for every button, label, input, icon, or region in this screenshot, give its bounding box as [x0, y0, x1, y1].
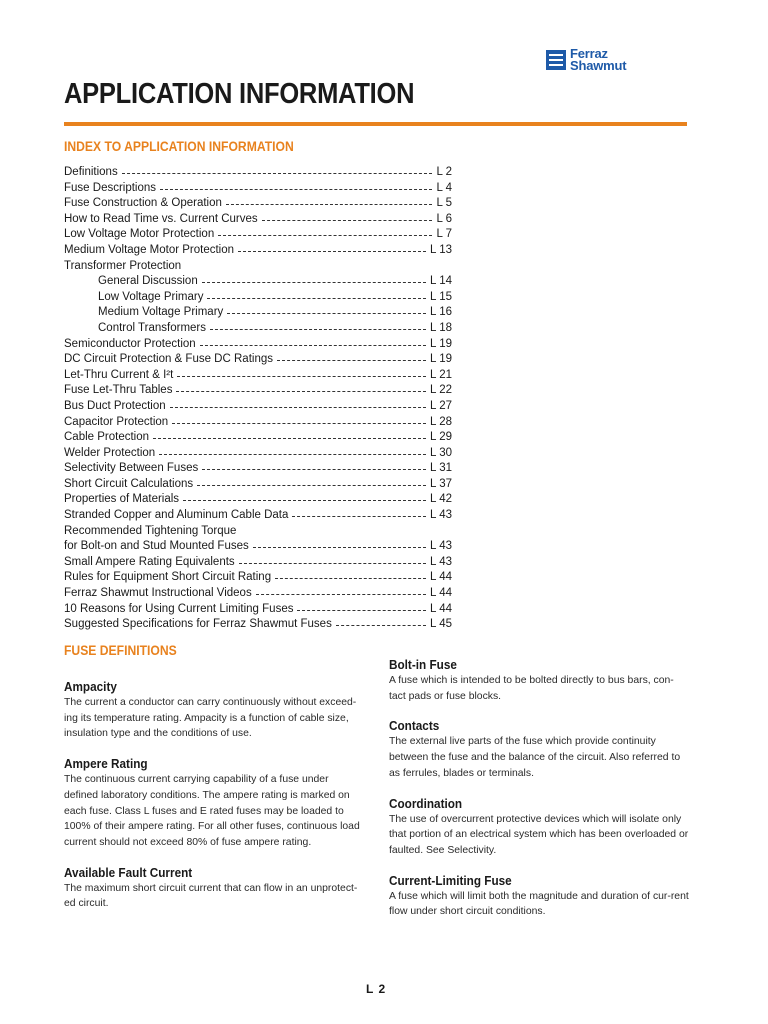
index-entry-page: L 44	[430, 602, 452, 615]
index-entry	[64, 461, 452, 477]
index-entry	[64, 290, 452, 306]
definition-term: Coordination	[389, 796, 463, 811]
index-entry	[64, 446, 452, 462]
index-entry	[64, 368, 452, 384]
index-entry-page: L 18	[430, 321, 452, 334]
index-entry	[64, 477, 452, 493]
index-entry-label: Stranded Copper and Aluminum Cable Data	[64, 509, 289, 522]
dot-leader	[176, 391, 426, 392]
index-entry-page: L 45	[430, 618, 452, 631]
logo-wordmark	[570, 48, 626, 72]
index-entry-page: L 44	[430, 587, 452, 600]
index-entry-page: L 31	[430, 462, 452, 475]
definition-text: The maximum short circuit current that can flow in an unprotect-ed circuit.	[64, 882, 358, 910]
dot-leader	[277, 360, 426, 361]
title-divider	[64, 122, 687, 126]
definition-text: The external live parts of the fuse which provide continuity between the fuse and the balance of the circuit. Also referred to as ferrules, blades or terminals.	[389, 736, 681, 779]
dot-leader	[256, 594, 426, 595]
index-entry-label: Fuse Descriptions	[64, 181, 157, 194]
definition-text: A fuse which will limit both the magnitude and duration of cur-rent flow under short circuit conditions.	[389, 890, 689, 918]
index-entry	[64, 555, 452, 571]
definitions-left-column	[64, 680, 364, 927]
index-entry	[64, 227, 452, 243]
index-entry-label: Capacitor Protection	[64, 415, 169, 428]
index-entry-label: Semiconductor Protection	[64, 337, 196, 350]
definition-item	[389, 719, 689, 781]
index-entry-label: Selectivity Between Fuses	[64, 462, 199, 475]
index-entry	[64, 196, 452, 212]
index-entry	[64, 524, 452, 540]
index-entry-label: Low Voltage Motor Protection	[64, 228, 215, 241]
index-entry	[64, 586, 452, 602]
definition-text: The continuous current carrying capability of a fuse under defined laboratory conditions. The ampere rating is marked on each fuse. Class L fuses and E rated fuses may be loaded to 100% of their ampere rating. For all other fuses, continuous load current should not exceed 80% of fuse ampere rating.	[64, 774, 360, 848]
index-entry-page: L 37	[430, 477, 452, 490]
dot-leader	[227, 313, 426, 314]
index-entry-page: L 42	[430, 493, 452, 506]
dot-leader	[253, 547, 426, 548]
definition-term: Available Fault Current	[64, 865, 193, 880]
index-entry-label: 10 Reasons for Using Current Limiting Fuses	[64, 602, 294, 615]
dot-leader	[210, 329, 426, 330]
index-entry-page: L 6	[436, 212, 452, 225]
dot-leader	[197, 485, 426, 486]
dot-leader	[159, 454, 426, 455]
index-entry-label: Suggested Specifications for Ferraz Shawmut Fuses	[64, 618, 332, 631]
index-entry-page: L 43	[430, 540, 452, 553]
index-entry-page: L 14	[430, 275, 452, 288]
index-entry-label: Fuse Let-Thru Tables	[64, 384, 173, 397]
dot-leader	[177, 376, 426, 377]
index-entry	[64, 181, 452, 197]
definition-term: Ampacity	[64, 680, 117, 694]
index-entry	[64, 383, 452, 399]
index-list	[64, 165, 452, 633]
page-title: APPLICATION INFORMATION	[64, 78, 415, 110]
index-entry-label: Let-Thru Current & I²t	[64, 368, 174, 381]
index-entry-page: L 27	[430, 399, 452, 412]
definition-item	[389, 874, 689, 920]
dot-leader	[275, 578, 426, 579]
index-entry-page: L 5	[436, 197, 452, 210]
dot-leader	[239, 563, 426, 564]
definition-text: The current a conductor can carry continuously without exceed-ing its temperature rating. Ampacity is a function of cable size, insulation type and the conditions of use.	[64, 697, 357, 740]
index-entry-page: L 30	[430, 446, 452, 459]
logo-line-1: Ferraz	[570, 46, 608, 61]
index-entry	[64, 165, 452, 181]
index-entry	[64, 337, 452, 353]
index-entry-label: for Bolt-on and Stud Mounted Fuses	[64, 540, 249, 553]
dot-leader	[160, 189, 432, 190]
index-entry	[64, 352, 452, 368]
ferraz-shawmut-logo-icon	[546, 50, 566, 70]
index-entry-label: Medium Voltage Motor Protection	[64, 243, 235, 256]
definition-item	[389, 658, 689, 704]
index-entry-label: Cable Protection	[64, 431, 150, 444]
index-entry-label: Low Voltage Primary	[98, 290, 204, 303]
dot-leader	[238, 251, 426, 252]
dot-leader	[202, 282, 426, 283]
definitions-heading: FUSE DEFINITIONS	[64, 643, 177, 658]
index-entry-page: L 4	[436, 181, 452, 194]
index-entry-page: L 13	[430, 243, 452, 256]
dot-leader	[226, 204, 432, 205]
definition-term: Current-Limiting Fuse	[389, 873, 512, 888]
dot-leader	[218, 235, 432, 236]
index-entry-page: L 16	[430, 306, 452, 319]
index-entry-page: L 15	[430, 290, 452, 303]
dot-leader	[122, 173, 432, 174]
dot-leader	[153, 438, 426, 439]
definition-item	[64, 680, 364, 742]
index-entry-label: Properties of Materials	[64, 493, 180, 506]
page-number: L 2	[366, 982, 387, 996]
index-entry	[64, 259, 452, 275]
dot-leader	[202, 469, 426, 470]
index-heading: INDEX TO APPLICATION INFORMATION	[64, 139, 294, 154]
dot-leader	[172, 423, 426, 424]
definition-item	[64, 757, 364, 851]
index-entry-label: Short Circuit Calculations	[64, 477, 194, 490]
index-entry-label: Welder Protection	[64, 446, 156, 459]
index-entry	[64, 243, 452, 259]
definition-term: Bolt-in Fuse	[389, 658, 457, 672]
index-entry-page: L 22	[430, 384, 452, 397]
index-entry-page: L 19	[430, 353, 452, 366]
index-entry	[64, 617, 452, 633]
definition-item	[389, 797, 689, 859]
logo-line-2: Shawmut	[570, 58, 627, 73]
index-entry	[64, 539, 452, 555]
dot-leader	[292, 516, 426, 517]
index-entry-page: L 44	[430, 571, 452, 584]
definition-item	[64, 866, 364, 912]
definition-term: Contacts	[389, 719, 440, 734]
dot-leader	[336, 625, 426, 626]
index-entry-label: General Discussion	[98, 275, 198, 288]
index-entry-label: Definitions	[64, 166, 118, 178]
index-entry-label: Recommended Tightening Torque	[64, 524, 237, 537]
index-entry-label: DC Circuit Protection & Fuse DC Ratings	[64, 353, 273, 366]
index-entry	[64, 274, 452, 290]
definition-term: Ampere Rating	[64, 757, 148, 772]
index-entry-label: Fuse Construction & Operation	[64, 197, 222, 210]
dot-leader	[262, 220, 432, 221]
dot-leader	[297, 610, 426, 611]
index-entry	[64, 415, 452, 431]
index-entry	[64, 570, 452, 586]
index-entry	[64, 321, 452, 337]
index-entry-page: L 43	[430, 509, 452, 522]
dot-leader	[183, 500, 426, 501]
index-entry-label: How to Read Time vs. Current Curves	[64, 212, 258, 225]
definition-text: The use of overcurrent protective devices which will isolate only that portion of an electrical system which has been overloaded or faulted. See Selectivity.	[389, 813, 689, 856]
index-entry-page: L 28	[430, 415, 452, 428]
index-entry	[64, 399, 452, 415]
index-entry-label: Bus Duct Protection	[64, 399, 166, 412]
definitions-right-column	[389, 658, 689, 935]
index-entry-label: Medium Voltage Primary	[98, 306, 224, 319]
index-entry-label: Rules for Equipment Short Circuit Rating	[64, 571, 272, 584]
index-entry	[64, 305, 452, 321]
index-entry-label: Transformer Protection	[64, 259, 182, 272]
company-logo	[546, 48, 686, 74]
index-entry-label: Control Transformers	[98, 321, 207, 334]
index-entry-page: L 29	[430, 431, 452, 444]
definition-text: A fuse which is intended to be bolted directly to bus bars, con-tact pads or fuse blocks.	[389, 675, 674, 702]
index-entry-page: L 7	[436, 228, 452, 241]
index-entry	[64, 430, 452, 446]
dot-leader	[200, 345, 426, 346]
index-entry-label: Small Ampere Rating Equivalents	[64, 555, 235, 568]
index-entry	[64, 508, 452, 524]
index-entry-page: L 19	[430, 337, 452, 350]
index-entry-page: L 2	[436, 166, 452, 178]
index-entry	[64, 212, 452, 228]
index-entry	[64, 602, 452, 618]
index-entry-page: L 21	[430, 368, 452, 381]
dot-leader	[170, 407, 426, 408]
dot-leader	[207, 298, 426, 299]
index-entry	[64, 492, 452, 508]
index-entry-page: L 43	[430, 555, 452, 568]
index-entry-label: Ferraz Shawmut Instructional Videos	[64, 587, 252, 600]
